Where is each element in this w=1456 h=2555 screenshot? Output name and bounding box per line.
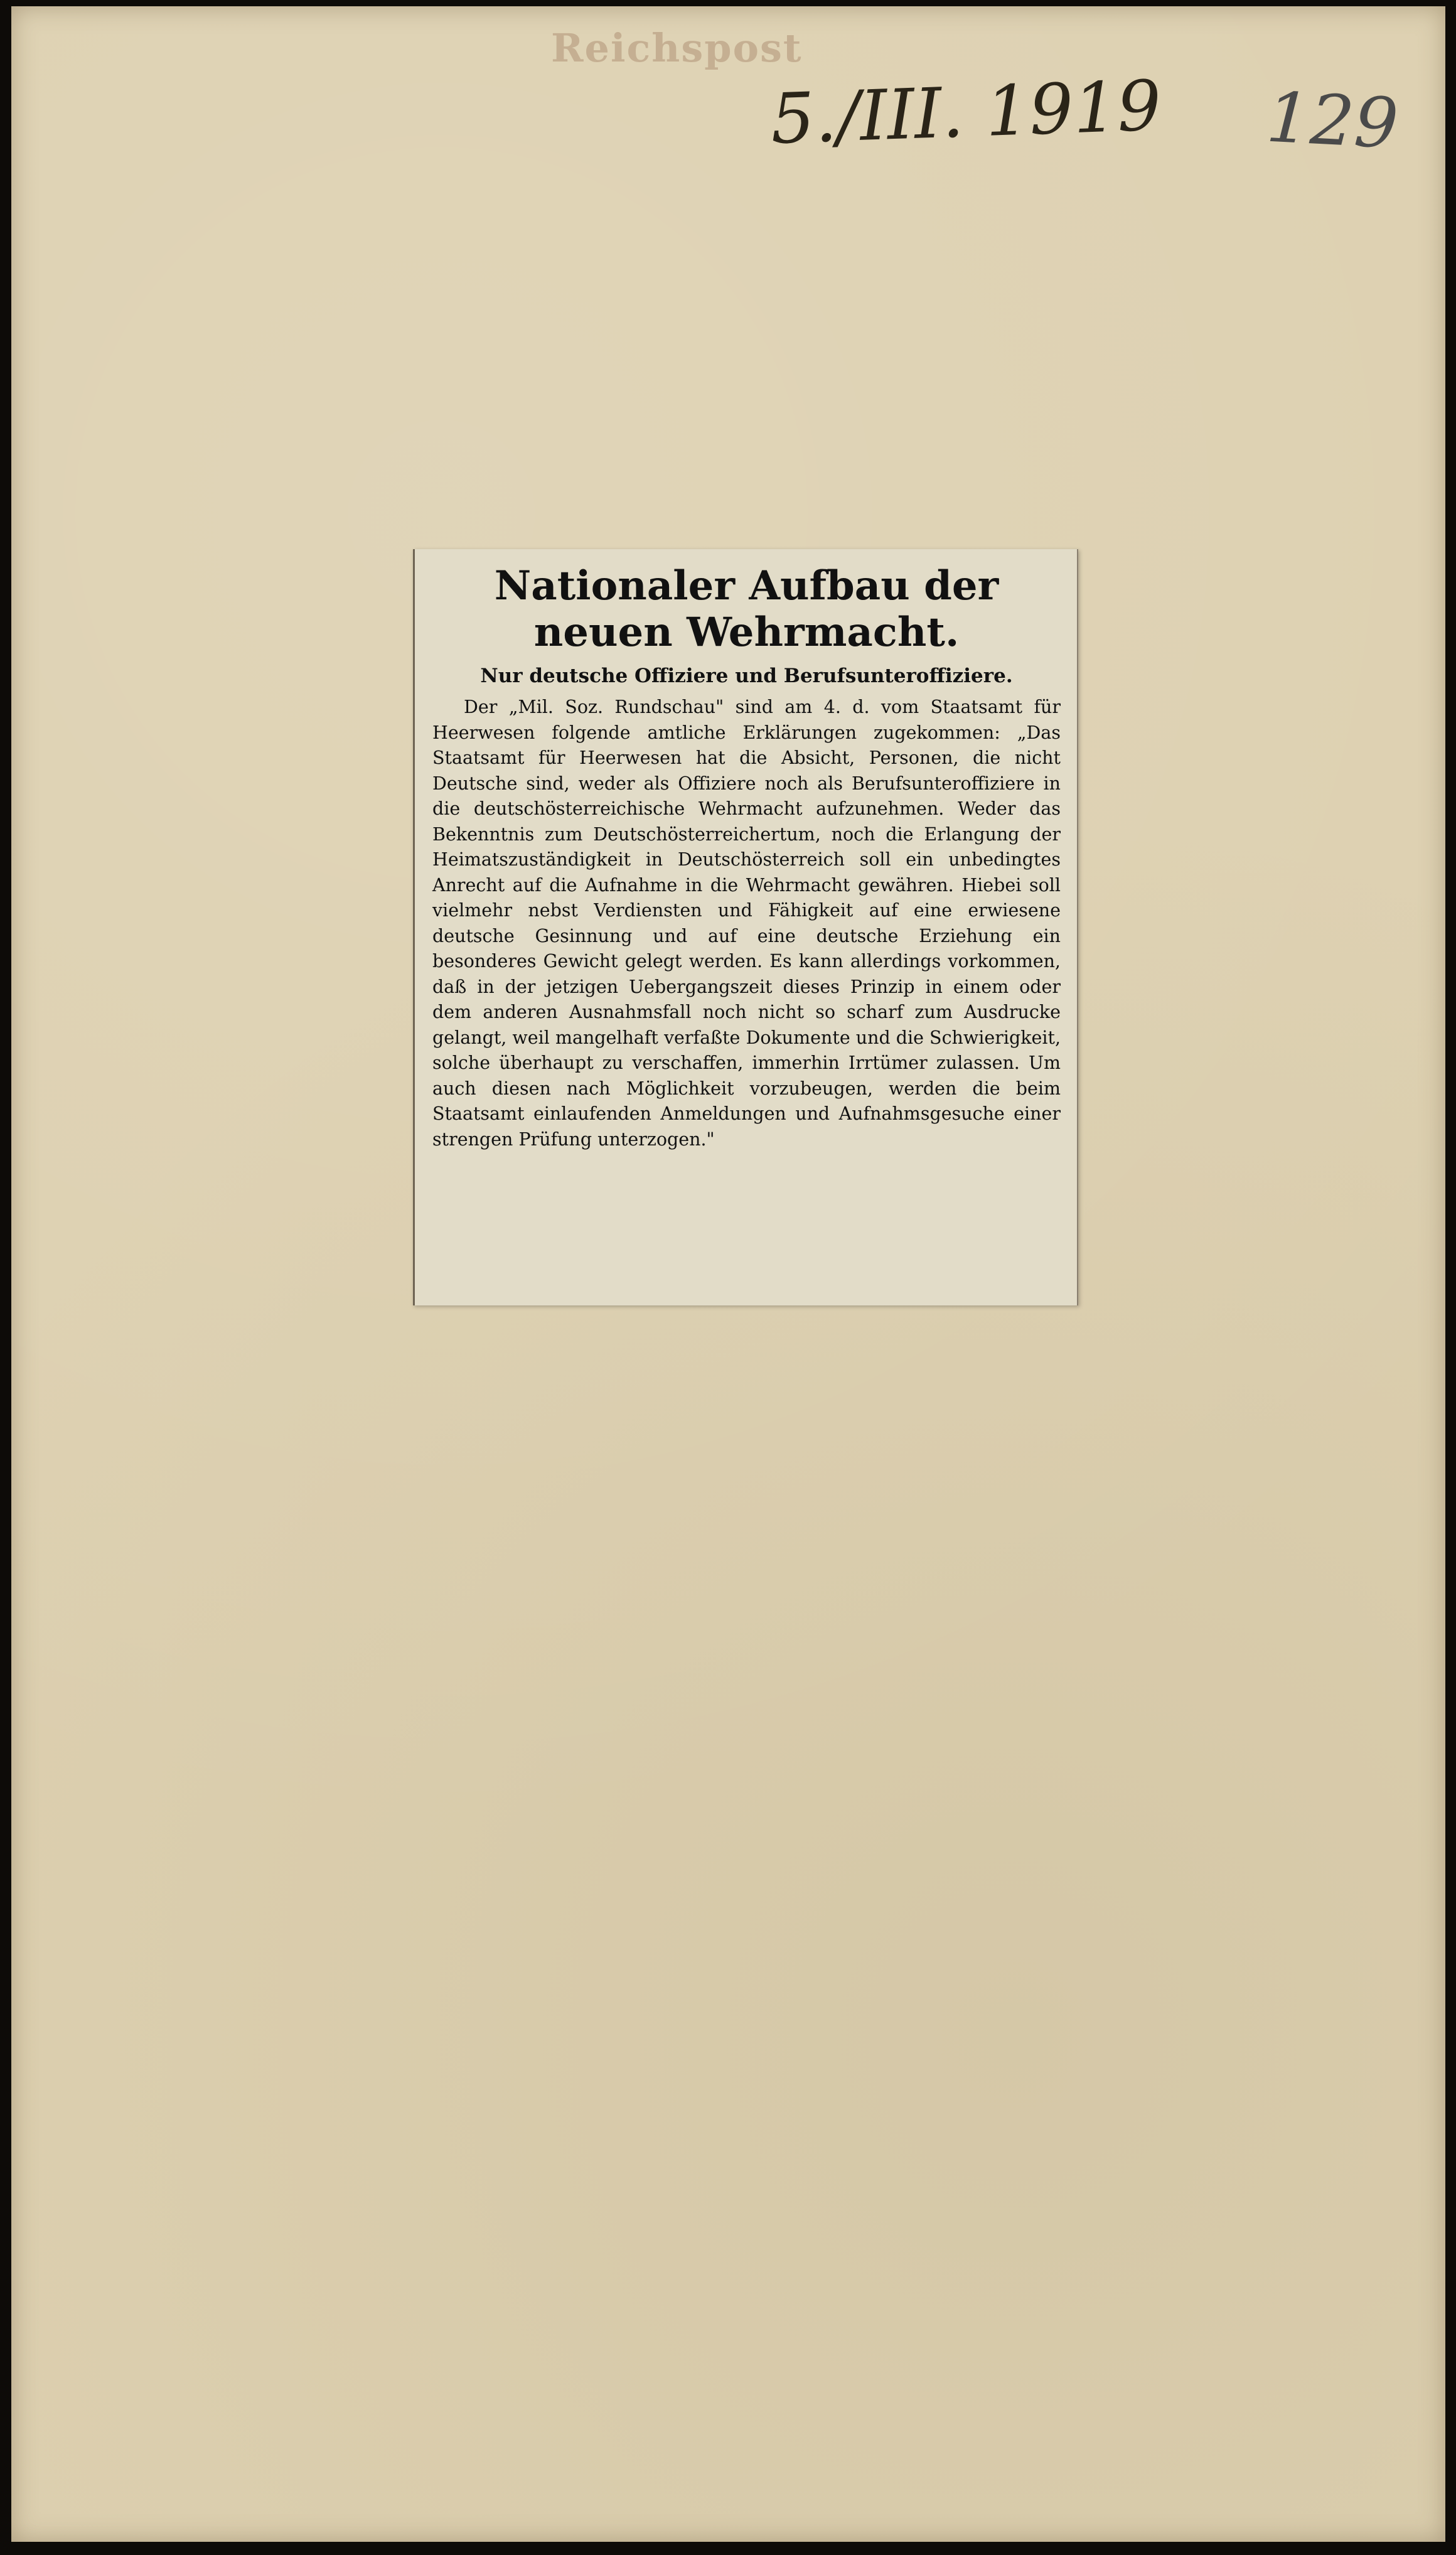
newspaper-stamp: Reichspost: [551, 25, 803, 71]
article-paragraph: Der „Mil. Soz. Rundschau" sind am 4. d. vom Staatsamt für Heerwesen folgende amtliche Erklärungen zugekommen: „Das Staatsamt für Heerwesen hat die Absicht, Personen, die nicht Deutsche sind, weder als Offiziere noch als Berufsunteroffiziere in die deutschösterreichische Wehrmacht aufzunehmen. Weder das Bekenntnis zum Deutschösterreichertum, noch die Erlangung der Heimatszuständigkeit in Deutschösterreich soll ein unbedingtes Anrecht auf die Aufnahme in die Wehrmacht gewähren. Hiebei soll vielmehr nebst Verdiensten und Fähigkeit auf eine erwiesene deutsche Gesinnung und auf eine deutsche Erziehung ein besonderes Gewicht gelegt werden. Es kann allerdings vorkommen, daß in der jetzigen Uebergangszeit dieses Prinzip in einem oder dem anderen Ausnahmsfall noch nicht so scharf zum Ausdrucke gelangt, weil mangelhaft verfaßte Dokumente und die Schwierigkeit, solche überhaupt zu verschaffen, immerhin Irrtümer zulassen. Um auch diesen nach Möglichkeit vorzubeugen, werden die beim Staatsamt einlaufenden Anmeldungen und Aufnahmsgesuche einer strengen Prüfung unterzogen.": [432, 697, 1061, 1150]
article-title: Nationaler Aufbau der neuen Wehrmacht.: [494, 562, 999, 656]
newspaper-clipping: [413, 549, 1078, 1305]
article-body: [432, 695, 1061, 1152]
article-subtitle: Nur deutsche Offiziere und Berufsunteroffiziere.: [480, 665, 1013, 687]
handwritten-date: 5./III. 1919: [769, 65, 1163, 159]
archive-sheet: [11, 6, 1445, 2542]
folio-number: 129: [1264, 77, 1401, 164]
